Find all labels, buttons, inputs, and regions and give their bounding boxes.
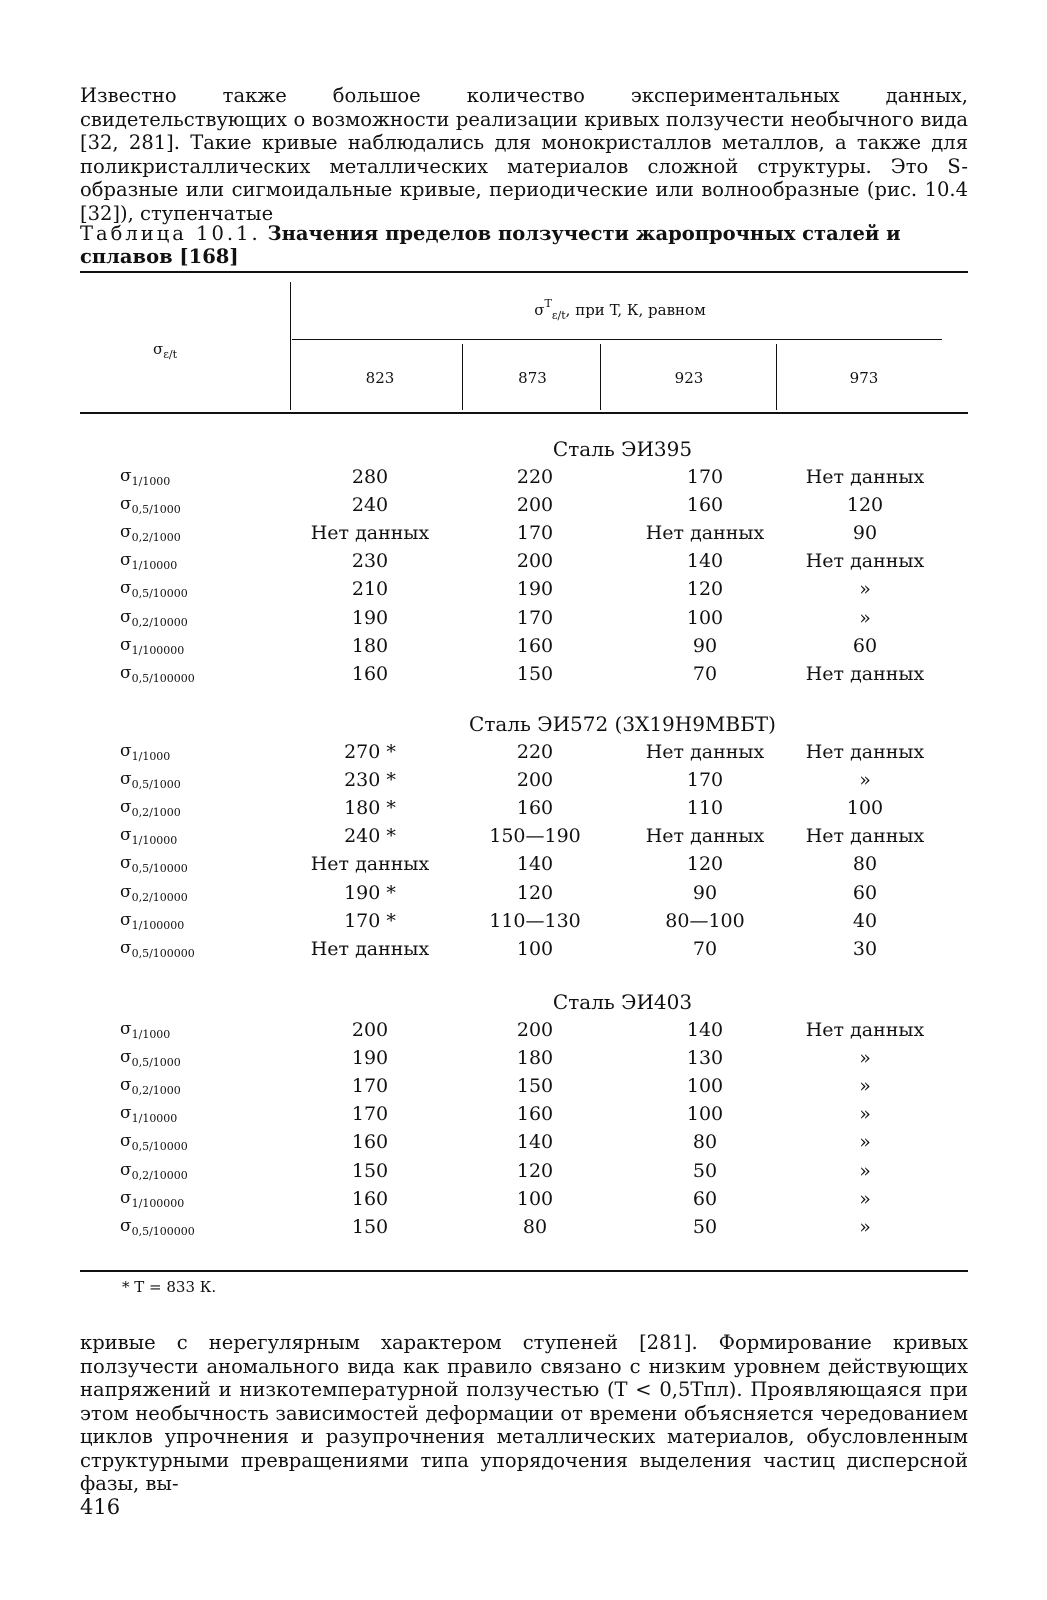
value-cell: 70 (692, 937, 718, 960)
top-paragraph: Известно также большое количество экспериментальных данных, свидетельствующих о возможности реализации кривых ползучести необычного вида [32, 281]. Такие кривые наблюдались для монокристаллов металлов, а также для поликристаллических металлических материалов сложной структуры. Это S-образные или сигмоидальные кривые, периодические или волнообразные (рис. 10.4 [32]), ступенчатые (80, 84, 968, 225)
value-cell: 80 (522, 1215, 548, 1238)
value-cell: 110—130 (489, 909, 581, 932)
value-cell: » (859, 578, 871, 601)
table-row (80, 1188, 968, 1216)
temp-873: 873 (518, 369, 547, 387)
value-cell: 120 (516, 881, 554, 904)
table-row (80, 494, 968, 522)
value-cell: 80 (692, 1131, 718, 1154)
value-cell: 220 (516, 466, 554, 488)
section-title: Сталь ЭИ395 (552, 437, 693, 461)
value-cell: 60 (852, 881, 878, 904)
value-cell: Нет данных (645, 741, 765, 763)
value-cell: Нет данных (805, 550, 925, 573)
value-cell: » (859, 1075, 871, 1098)
temp-divider (600, 344, 601, 410)
stress-symbol-cell: $\sigma_{1/10000}$ (120, 825, 178, 848)
temp-823: 823 (365, 369, 395, 387)
value-cell: 70 (692, 662, 718, 685)
value-cell: 40 (852, 909, 878, 932)
value-cell: 200 (516, 550, 554, 573)
value-cell: » (859, 1215, 871, 1238)
value-cell: 190 (351, 606, 389, 629)
value-cell: 150—190 (489, 825, 581, 848)
stress-symbol-cell: $\sigma_{0,5/100000}$ (120, 1215, 195, 1238)
table-row (80, 1047, 968, 1075)
value-cell: 160 (516, 797, 554, 820)
stress-symbol-cell: $\sigma_{0,5/1000}$ (120, 1047, 181, 1070)
value-cell: 230 (351, 550, 389, 573)
value-cell: Нет данных (805, 825, 925, 848)
table-caption (80, 222, 968, 268)
table-bottom-rule (80, 1270, 968, 1272)
value-cell: 210 (351, 578, 389, 601)
value-cell: 60 (692, 1187, 718, 1210)
value-cell: 170 (351, 1103, 389, 1126)
stress-symbol-cell: $\sigma_{0,5/100000}$ (120, 937, 195, 960)
value-cell: » (859, 1047, 871, 1070)
footnote: * T = 833 К. (122, 1278, 217, 1296)
table-row (80, 910, 968, 938)
value-cell: 180 (516, 1047, 554, 1070)
stress-symbol-cell: $\sigma_{0,5/10000}$ (120, 578, 188, 601)
value-cell: 200 (516, 769, 554, 792)
table-caption-text: Значения пределов ползучести жаропрочных сталей и сплавов [168] (80, 222, 901, 268)
value-cell: 180 * (344, 797, 396, 820)
temperature-group-header: $\sigma^T_{\varepsilon/t}$, при T, К, равном (534, 297, 706, 322)
value-cell: 140 (686, 550, 724, 573)
stress-symbol-cell: $\sigma_{0,2/10000}$ (120, 606, 188, 629)
header-bottom-rule (80, 412, 968, 414)
table-row (80, 522, 968, 550)
header-group-rule (292, 339, 942, 340)
value-cell: 160 (351, 1131, 389, 1154)
value-cell: 100 (686, 606, 724, 629)
value-cell: 140 (686, 1019, 724, 1041)
table-row (80, 1019, 968, 1047)
value-cell: 270 * (344, 741, 396, 763)
value-cell: 190 * (344, 881, 396, 904)
table-row (80, 938, 968, 966)
value-cell: » (859, 1103, 871, 1126)
value-cell: Нет данных (310, 522, 430, 545)
temp-divider (776, 344, 777, 410)
stress-symbol-cell: $\sigma_{1/10000}$ (120, 550, 178, 573)
stress-symbol-cell: $\sigma_{0,2/1000}$ (120, 522, 181, 545)
value-cell: 280 (351, 466, 389, 488)
table-row (80, 578, 968, 606)
value-cell: 150 (516, 1075, 554, 1098)
temp-divider (462, 344, 463, 410)
value-cell: 60 (852, 634, 878, 657)
table-row (80, 769, 968, 797)
value-cell: 190 (516, 578, 554, 601)
value-cell: 140 (516, 853, 554, 876)
value-cell: 100 (516, 1187, 554, 1210)
value-cell: 50 (692, 1159, 718, 1182)
table-row (80, 853, 968, 881)
value-cell: 160 (516, 634, 554, 657)
value-cell: 50 (692, 1215, 718, 1238)
value-cell: Нет данных (805, 741, 925, 763)
value-cell: 140 (516, 1131, 554, 1154)
table-row (80, 550, 968, 578)
value-cell: » (859, 606, 871, 629)
value-cell: 100 (516, 937, 554, 960)
stress-symbol-cell: $\sigma_{0,2/1000}$ (120, 1075, 181, 1098)
table-row (80, 635, 968, 663)
temp-923: 923 (674, 369, 704, 387)
value-cell: 100 (686, 1075, 724, 1098)
value-cell: 90 (692, 634, 718, 657)
header-divider (290, 282, 291, 410)
value-cell: 100 (846, 797, 884, 820)
value-cell: 180 (351, 634, 389, 657)
value-cell: 240 * (344, 825, 396, 848)
value-cell: » (859, 1187, 871, 1210)
value-cell: 170 (516, 522, 554, 545)
section-title: Сталь ЭИ572 (3Х19Н9МВБТ) (469, 712, 776, 736)
temp-973: 973 (849, 369, 879, 387)
value-cell: Нет данных (310, 853, 430, 876)
table-row (80, 741, 968, 769)
stress-symbol-cell: $\sigma_{0,5/10000}$ (120, 1131, 188, 1154)
value-cell: 160 (686, 494, 724, 517)
value-cell: 160 (516, 1103, 554, 1126)
value-cell: Нет данных (805, 1019, 925, 1041)
value-cell: 90 (852, 522, 878, 545)
value-cell: Нет данных (805, 466, 925, 488)
stress-symbol-cell: $\sigma_{0,2/1000}$ (120, 797, 181, 820)
value-cell: » (859, 1131, 871, 1154)
stress-symbol-cell: $\sigma_{0,5/1000}$ (120, 769, 181, 792)
value-cell: 100 (686, 1103, 724, 1126)
value-cell: » (859, 769, 871, 792)
stress-symbol-cell: $\sigma_{1/100000}$ (120, 634, 185, 657)
value-cell: 150 (351, 1215, 389, 1238)
stress-column-header: $\sigma_{\varepsilon/t}$ (152, 340, 178, 361)
value-cell: 200 (516, 1019, 554, 1041)
table-row (80, 1160, 968, 1188)
value-cell: 120 (846, 494, 884, 517)
section-title: Сталь ЭИ403 (552, 990, 693, 1014)
value-cell: Нет данных (310, 937, 430, 960)
table-top-rule (80, 271, 968, 273)
value-cell: 170 (686, 769, 724, 792)
table-row (80, 882, 968, 910)
stress-symbol-cell: $\sigma_{1/100000}$ (120, 909, 185, 932)
value-cell: 30 (852, 937, 878, 960)
stress-symbol-cell: $\sigma_{1/1000}$ (120, 466, 171, 488)
value-cell: Нет данных (645, 522, 765, 545)
stress-symbol-cell: $\sigma_{0,5/10000}$ (120, 853, 188, 876)
value-cell: 80—100 (665, 909, 745, 932)
stress-symbol-cell: $\sigma_{1/10000}$ (120, 1103, 178, 1126)
table-row (80, 797, 968, 825)
value-cell: 240 (351, 494, 389, 517)
table-row (80, 607, 968, 635)
table-row (80, 1075, 968, 1103)
table-row (80, 825, 968, 853)
value-cell: 110 (686, 797, 724, 820)
value-cell: 90 (692, 881, 718, 904)
value-cell: » (859, 1159, 871, 1182)
table-caption-label: Таблица 10.1. (80, 222, 261, 245)
value-cell: 170 * (344, 909, 396, 932)
table-row (80, 1103, 968, 1131)
value-cell: 120 (686, 578, 724, 601)
table-row (80, 663, 968, 691)
value-cell: 150 (351, 1159, 389, 1182)
value-cell: 160 (351, 662, 389, 685)
value-cell: 230 * (344, 769, 396, 792)
stress-symbol-cell: $\sigma_{0,5/1000}$ (120, 494, 181, 517)
value-cell: 170 (351, 1075, 389, 1098)
bottom-paragraph: кривые с нерегулярным характером ступеней [281]. Формирование кривых ползучести аномального вида как правило связано с низким уровнем действующих напряжений и низкотемпературной ползучестью (T < 0,5Tпл). Проявляющаяся при этом необычность зависимостей деформации от времени объясняется чередованием циклов упрочнения и разупрочнения металлических материалов, обусловленным структурными превращениями типа упорядочения выделения частиц дисперсной фазы, вы- (80, 1331, 968, 1495)
value-cell: 170 (686, 466, 724, 488)
stress-symbol-cell: $\sigma_{1/1000}$ (120, 741, 171, 763)
table-row (80, 1216, 968, 1244)
value-cell: 160 (351, 1187, 389, 1210)
value-cell: 80 (852, 853, 878, 876)
stress-symbol-cell: $\sigma_{1/100000}$ (120, 1187, 185, 1210)
value-cell: 150 (516, 662, 554, 685)
value-cell: 130 (686, 1047, 724, 1070)
stress-symbol-cell: $\sigma_{0,2/10000}$ (120, 1159, 188, 1182)
stress-symbol-cell: $\sigma_{0,5/100000}$ (120, 662, 195, 685)
value-cell: Нет данных (645, 825, 765, 848)
page-number: 416 (80, 1495, 121, 1519)
value-cell: 120 (686, 853, 724, 876)
value-cell: 190 (351, 1047, 389, 1070)
value-cell: 220 (516, 741, 554, 763)
table-row (80, 1131, 968, 1159)
stress-symbol-cell: $\sigma_{0,2/10000}$ (120, 881, 188, 904)
value-cell: 200 (516, 494, 554, 517)
value-cell: 200 (351, 1019, 389, 1041)
table-row (80, 466, 968, 494)
value-cell: 170 (516, 606, 554, 629)
value-cell: Нет данных (805, 662, 925, 685)
value-cell: 120 (516, 1159, 554, 1182)
stress-symbol-cell: $\sigma_{1/1000}$ (120, 1019, 171, 1041)
